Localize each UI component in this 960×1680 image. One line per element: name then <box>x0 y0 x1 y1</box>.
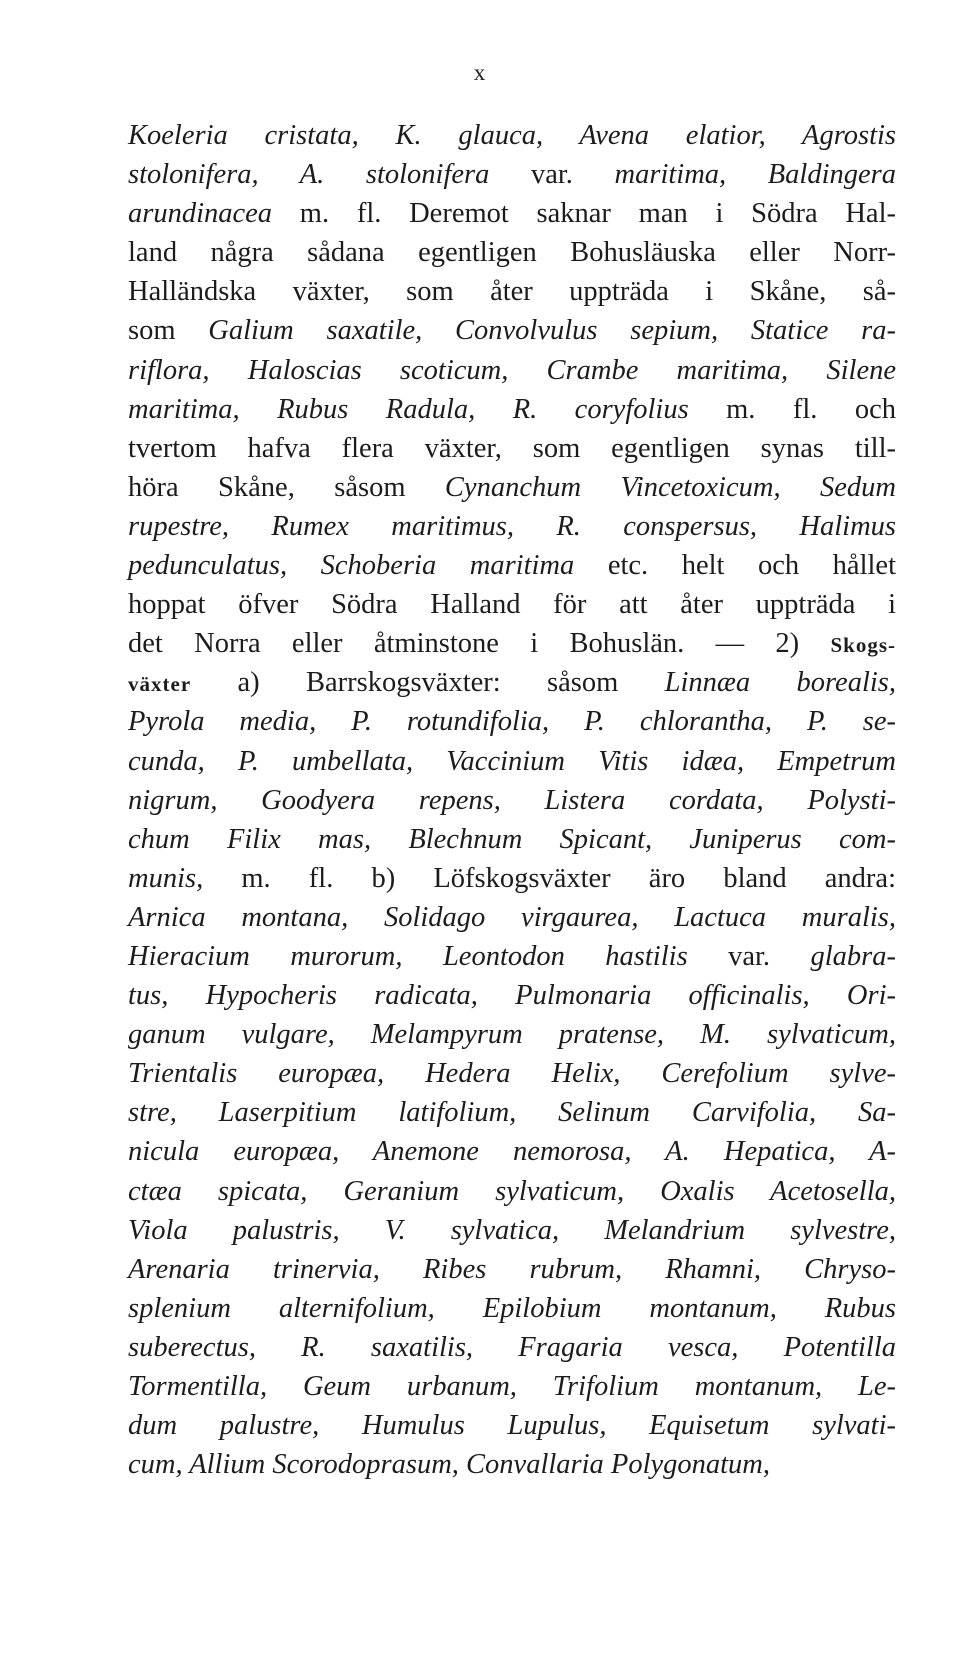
text-line <box>128 663 896 702</box>
species-name: riflora, Haloscias scoticum, Crambe maritima, Silene <box>128 354 896 386</box>
body-text-run: m. fl. b) Löfskogsväxter äro bland andra: <box>203 862 896 894</box>
species-name: Trientalis europæa, Hedera Helix, Cerefolium sylve- <box>128 1058 896 1090</box>
species-name: munis, <box>128 862 204 894</box>
species-name: Cynanchum Vincetoxicum, Sedum <box>444 471 896 503</box>
text-line <box>128 311 896 350</box>
species-name: Pyrola media, P. rotundifolia, P. chlorantha, P. se- <box>128 706 896 738</box>
species-name: stolonifera, A. stolonifera <box>128 159 490 191</box>
text-line <box>128 742 896 781</box>
species-name: Koeleria cristata, K. glauca, Avena elatior, Agrostis <box>128 120 896 151</box>
text-line <box>128 1132 896 1171</box>
text-line <box>128 624 896 663</box>
text-line <box>128 1054 896 1093</box>
species-name: cunda, P. umbellata, Vaccinium Vitis idæa, Empetrum <box>128 745 896 777</box>
text-line <box>128 1406 896 1445</box>
text-line <box>128 390 896 429</box>
species-name: Arnica montana, Solidago virgaurea, Lactuca muralis, <box>128 901 896 933</box>
species-name: suberectus, R. saxatilis, Fragaria vesca, Potentilla <box>128 1331 896 1363</box>
text-line <box>128 859 896 898</box>
text-line <box>128 1328 896 1367</box>
text-line <box>128 272 896 311</box>
species-name: nigrum, Goodyera repens, Listera cordata, Polysti- <box>128 784 896 816</box>
text-line <box>128 155 896 194</box>
text-line <box>128 937 896 976</box>
species-name: cum, Allium Scorodoprasum, Convallaria Polygonatum, <box>128 1449 771 1481</box>
text-line <box>128 116 896 155</box>
species-name: Galium saxatile, Convolvulus sepium, Statice ra- <box>208 315 896 347</box>
text-line <box>128 1445 896 1484</box>
text-line <box>128 820 896 859</box>
body-text-run: m. fl. Deremot saknar man i Södra Hal- <box>272 198 896 230</box>
text-line <box>128 1367 896 1406</box>
species-name: Hieracium murorum, Leontodon hastilis <box>128 940 688 972</box>
species-name: ctæa spicata, Geranium sylvaticum, Oxalis Acetosella, <box>128 1175 896 1207</box>
species-name: nicula europæa, Anemone nemorosa, A. Hepatica, A- <box>128 1136 896 1168</box>
text-line <box>128 468 896 507</box>
body-text-run: tvertom hafva flera växter, som egentligen synas till- <box>128 432 896 464</box>
text-line <box>128 1211 896 1250</box>
species-name: maritima, Baldingera <box>614 159 897 191</box>
body-text-run: höra Skåne, såsom <box>128 471 445 503</box>
text-line <box>128 546 896 585</box>
body-text-run: a) Barrskogsväxter: såsom <box>191 667 665 699</box>
species-name: rupestre, Rumex maritimus, R. conspersus, Halimus <box>128 510 896 542</box>
text-line <box>128 351 896 390</box>
body-text-run: m. fl. och <box>688 393 897 425</box>
page-number: x <box>473 60 487 85</box>
species-name: Viola palustris, V. sylvatica, Melandrium sylvestre, <box>128 1214 896 1246</box>
text-line <box>128 1289 896 1328</box>
text-line <box>128 507 896 546</box>
species-name: arundinacea <box>128 198 273 230</box>
text-line <box>128 976 896 1015</box>
body-text-run: det Norra eller åtminstone i Bohuslän. — 2) <box>128 628 831 660</box>
text-line <box>128 781 896 820</box>
text-line <box>128 585 896 624</box>
body-text-run: Halländska växter, som åter uppträda i Skåne, så- <box>128 276 896 308</box>
text-line <box>128 898 896 937</box>
species-name: stre, Laserpitium latifolium, Selinum Carvifolia, Sa- <box>128 1097 896 1129</box>
species-name: Linnæa borealis, <box>664 667 897 699</box>
species-name: tus, Hypocheris radicata, Pulmonaria officinalis, Ori- <box>128 980 896 1012</box>
species-name: Tormentilla, Geum urbanum, Trifolium montanum, Le- <box>128 1371 896 1402</box>
body-text-run: var. <box>687 940 811 972</box>
text-line <box>128 702 896 741</box>
species-name: Arenaria trinervia, Ribes rubrum, Rhamni, Chryso- <box>128 1253 896 1285</box>
body-text-run: som <box>128 315 209 347</box>
text-line <box>128 1093 896 1132</box>
text-line <box>128 1015 896 1054</box>
body-text-run: hoppat öfver Södra Halland för att åter uppträda i <box>128 589 896 621</box>
species-name: maritima, Rubus Radula, R. coryfolius <box>128 393 689 425</box>
species-name: glabra- <box>810 940 897 972</box>
text-line <box>128 1172 896 1211</box>
body-text-run: var. <box>489 159 615 191</box>
body-text-run: land några sådana egentligen Bohusläuska eller Norr- <box>128 237 896 269</box>
species-name: dum palustre, Humulus Lupulus, Equisetum sylvati- <box>128 1410 896 1442</box>
body-text <box>128 116 896 1484</box>
text-line <box>128 233 896 272</box>
species-name: splenium alternifolium, Epilobium montanum, Rubus <box>128 1292 896 1324</box>
section-heading: växter <box>128 672 192 697</box>
body-text-run: etc. helt och hållet <box>574 550 896 582</box>
section-heading: Skogs- <box>830 633 896 658</box>
species-name: pedunculatus, Schoberia maritima <box>128 550 575 582</box>
text-line <box>128 1250 896 1289</box>
text-line <box>128 429 896 468</box>
species-name: ganum vulgare, Melampyrum pratense, M. sylvaticum, <box>128 1019 896 1051</box>
species-name: chum Filix mas, Blechnum Spicant, Juniperus com- <box>128 823 896 855</box>
text-line <box>128 194 896 233</box>
